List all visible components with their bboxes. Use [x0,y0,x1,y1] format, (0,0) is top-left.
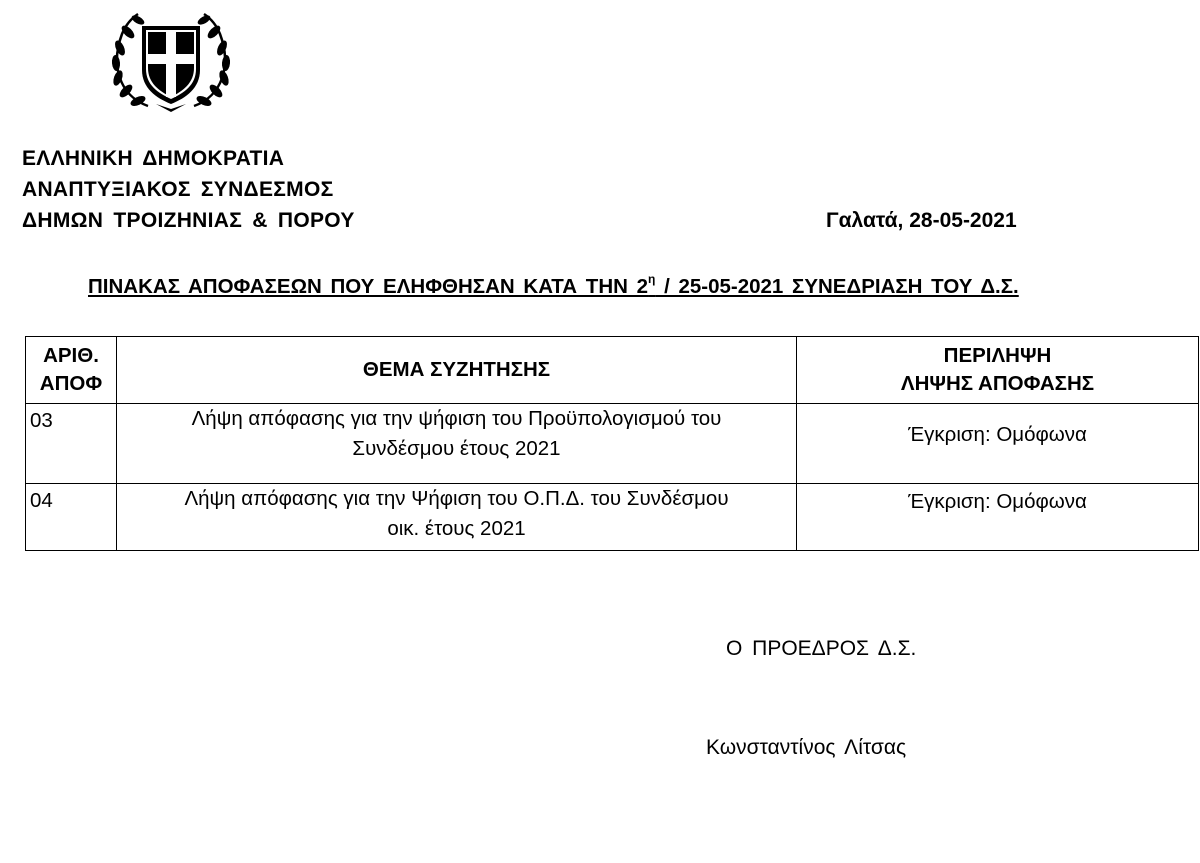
document-date: Γαλατά, 28-05-2021 [826,209,1017,232]
header-country: ΕΛΛΗΝΙΚΗ ΔΗΜΟΚΡΑΤΙΑ [22,147,285,170]
decision-result: Έγκριση: Ομόφωνα [797,404,1199,484]
decision-topic: Λήψη απόφασης για την ψήφιση του Προϋπολογισμού του Συνδέσμου έτους 2021 [117,404,797,484]
title-superscript: η [648,272,656,287]
title-text: ΠΙΝΑΚΑΣ ΑΠΟΦΑΣΕΩΝ ΠΟΥ ΕΛΗΦΘΗΣΑΝ ΚΑΤΑ ΤΗΝ 2 [88,275,649,298]
decision-number: 04 [26,484,117,551]
table-header-row [26,337,1199,404]
table-row [26,404,1199,484]
title-text-end: / 25-05-2021 ΣΥΝΕΔΡΙΑΣΗ ΤΟΥ Δ.Σ. [655,275,1019,298]
header-decision-number: ΑΡΙΘ. ΑΠΟΦ [26,337,117,404]
header-organization: ΑΝΑΠΤΥΞΙΑΚΟΣ ΣΥΝΔΕΣΜΟΣ [22,178,334,201]
header-topic: ΘΕΜΑ ΣΥΖΗΤΗΣΗΣ [117,337,797,404]
issuer-header [22,143,355,236]
signatory-role: Ο ΠΡΟΕΔΡΟΣ Δ.Σ. [726,637,917,660]
decision-result: Έγκριση: Ομόφωνα [797,484,1199,551]
header-decision-summary: ΠΕΡΙΛΗΨΗ ΛΗΨΗΣ ΑΠΟΦΑΣΗΣ [797,337,1199,404]
decision-topic: Λήψη απόφασης για την Ψήφιση του Ο.Π.Δ. του Συνδέσμου οικ. έτους 2021 [117,484,797,551]
signatory-name: Κωνσταντίνος Λίτσας [706,736,907,759]
decision-number: 03 [26,404,117,484]
header-municipalities: ΔΗΜΩΝ ΤΡΟΙΖΗΝΙΑΣ & ΠΟΡΟΥ [22,209,355,232]
document-title [88,272,1019,302]
decisions-table [25,336,1199,551]
table-row [26,484,1199,551]
coat-of-arms-icon [108,8,234,114]
